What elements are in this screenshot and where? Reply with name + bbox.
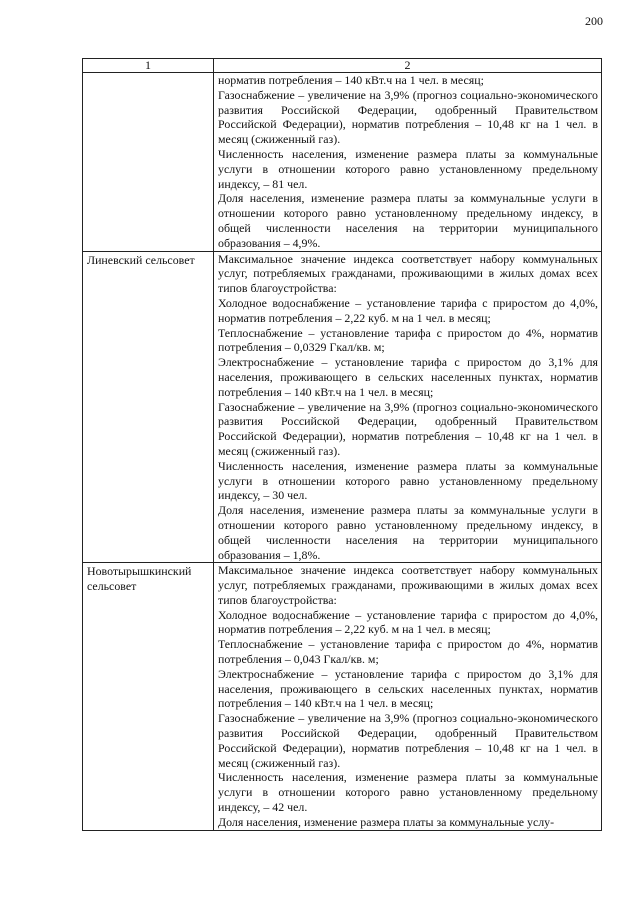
row-description xyxy=(214,251,602,563)
paragraph: Максимальное значение индекса соответствует набору коммунальных услуг, потребляемых гражданами, проживающими в жилых домах всех типов благоустройства: xyxy=(218,251,598,296)
paragraph: Холодное водоснабжение – установление тарифа с приростом до 4,0%, норматив потребления – 2,22 куб. м на 1 чел. в месяц; xyxy=(218,607,598,637)
paragraph: норматив потребления – 140 кВт.ч на 1 чел. в месяц; xyxy=(218,73,484,87)
column-header-1: 1 xyxy=(83,59,214,73)
paragraph: Электроснабжение – установление тарифа с приростом до 3,1% для населения, проживающего в сельских населенных пунктах, норматив потребления – 140 кВт.ч на 1 чел. в месяц; xyxy=(218,355,598,399)
paragraph: Газоснабжение – увеличение на 3,9% (прогноз социально-экономического развития Российской Федерации, одобренный Правительством Российской Федерации), норматив потребления – 10,48 кг на 1 чел. в месяц (сжиженный газ). xyxy=(218,399,598,458)
paragraph: Численность населения, изменение размера платы за коммунальные услуги в отношении которого равно установленному предельному индексу, – 42 чел. xyxy=(218,770,598,815)
row-description xyxy=(214,563,602,830)
municipality-name: Новотырышкинский сельсовет xyxy=(83,563,214,830)
paragraph: Доля населения, изменение размера платы за коммунальные услуги в отношении которого равно установленному предельному индексу, в общей численности населения на территории муниципального образования – 4,9%. xyxy=(218,191,598,250)
data-table xyxy=(82,58,602,831)
paragraph: Теплоснабжение – установление тарифа с приростом до 4%, норматив потребления – 0,0329 Гкал/кв. м; xyxy=(218,325,598,355)
table-row xyxy=(83,563,602,830)
paragraph: Теплоснабжение – установление тарифа с приростом до 4%, норматив потребления – 0,043 Гкал/кв. м; xyxy=(218,637,598,667)
paragraph: Максимальное значение индекса соответствует набору коммунальных услуг, потребляемых гражданами, проживающими в жилых домах всех типов благоустройства: xyxy=(218,563,598,607)
paragraph: Холодное водоснабжение – установление тарифа с приростом до 4,0%, норматив потребления – 2,22 куб. м на 1 чел. в месяц; xyxy=(218,295,598,325)
paragraph: Электроснабжение – установление тарифа с приростом до 3,1% для населения, проживающего в сельских населенных пунктах, норматив потребления – 140 кВт.ч на 1 чел. в месяц; xyxy=(218,666,598,711)
table-header xyxy=(83,59,602,73)
paragraph: Численность населения, изменение размера платы за коммунальные услуги в отношении которого равно установленному предельному индексу, – 30 чел. xyxy=(218,458,598,503)
column-header-2: 2 xyxy=(214,59,602,73)
paragraph: Газоснабжение – увеличение на 3,9% (прогноз социально-экономического развития Российской Федерации, одобренный Правительством Российской Федерации), норматив потребления – 10,48 кг на 1 чел. в месяц (сжиженный газ). xyxy=(218,87,598,147)
paragraph: Доля населения, изменение размера платы за коммунальные услу- xyxy=(218,814,555,829)
table-row xyxy=(83,73,602,252)
municipality-name: Линевский сельсовет xyxy=(83,251,214,563)
municipality-name xyxy=(83,73,214,252)
row-description xyxy=(214,73,602,252)
page-number: 200 xyxy=(585,14,603,28)
paragraph: Газоснабжение – увеличение на 3,9% (прогноз социально-экономического развития Российской Федерации, одобренный Правительством Российской Федерации), норматив потребления – 10,48 кг на 1 чел. в месяц (сжиженный газ). xyxy=(218,711,598,770)
table-row xyxy=(83,251,602,563)
paragraph: Численность населения, изменение размера платы за коммунальные услуги в отношении которого равно установленному предельному индексу, – 81 чел. xyxy=(218,146,598,191)
paragraph: Доля населения, изменение размера платы за коммунальные услуги в отношении которого равно установленному предельному индексу, в общей численности населения на территории муниципального образования – 1,8%. xyxy=(218,503,598,562)
